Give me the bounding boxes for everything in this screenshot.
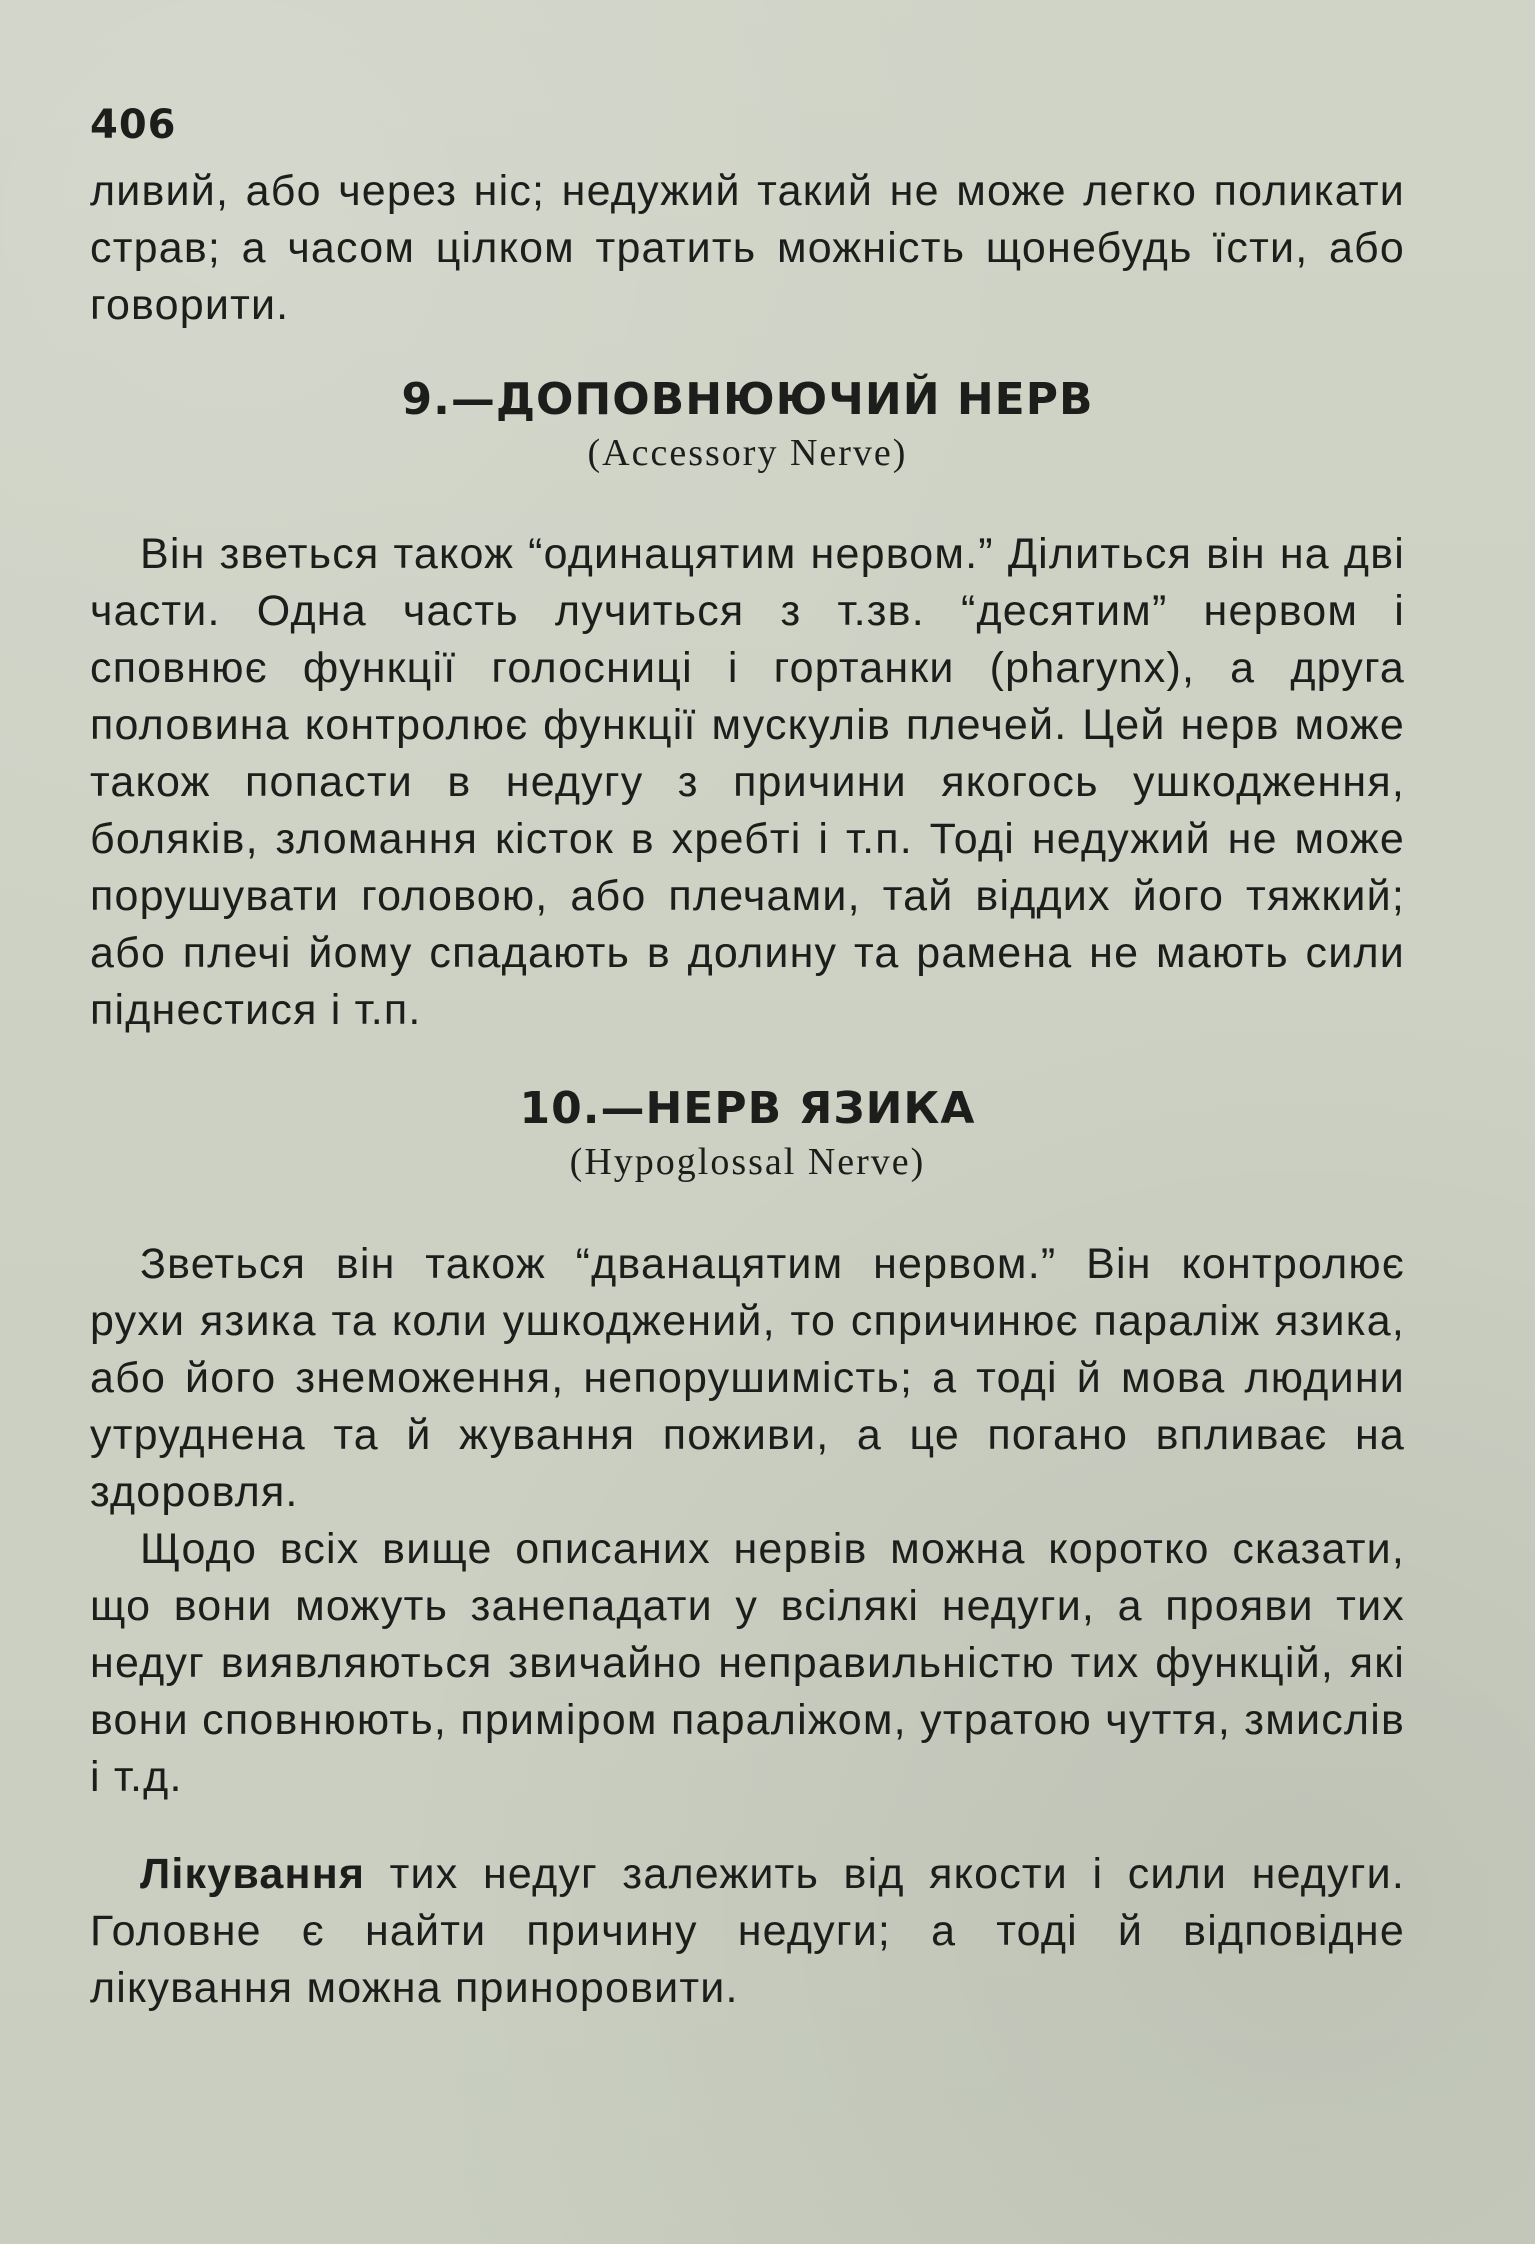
section-10-paragraph-2: Щодо всіх вище описаних нервів можна коротко сказати, що вони можуть занепадати у всілякі недуги, а прояви тих недуг виявляються звичайно неправильністю тих функцій, які вони сповнюють, приміром параліжом, утратою чуття, змислів і т.д. bbox=[90, 1524, 1405, 1801]
intro-paragraph: ливий, або через ніс; недужий такий не може легко поликати страв; а часом цілком тратить можність щонебудь їсти, або говорити. bbox=[90, 167, 1405, 329]
section-9-subtitle: (Accessory Nerve) bbox=[587, 431, 908, 474]
treatment-lead: Лікування bbox=[140, 1849, 366, 1898]
treatment-text: тих недуг залежить від якости і сили недуги. Головне є найти причину недуги; а тоді й відповідне лікування можна приноровити. bbox=[90, 1849, 1405, 2012]
section-accessory-nerve bbox=[90, 374, 1405, 1039]
section-10-subtitle: (Hypoglossal Nerve) bbox=[569, 1141, 926, 1184]
section-9-paragraph: Він зветься також “одинацятим нервом.” Ділиться він на дві части. Одна часть лучиться з т.зв. “десятим” нервом і сповнює функції голосниці і гортанки (pharynx), а друга половина контролює функції мускулів плечей. Цей нерв може також попасти в недугу з причини якогось ушкодження, боляків, зломання кісток в хребті і т.п. Тоді недужий не може порушувати головою, або плечами, тай віддих його тяжкий; або плечі йому спадають в долину та рамена не мають сили піднестися і т.п. bbox=[90, 530, 1405, 1035]
treatment-paragraph bbox=[90, 1846, 1405, 2017]
section-hypoglossal-nerve bbox=[90, 1083, 1405, 1805]
section-9-title: 9.—ДОПОВНЮЮЧИЙ НЕРВ bbox=[401, 374, 1094, 425]
section-10-paragraph-1: Зветься він також “дванацятим нервом.” Він контролює рухи язика та коли ушкоджений, то спричинює параліж язика, або його знеможення, непорушимість; а тоді й мова людини утруднена та й жування поживи, а це погано впливає на здоровля. bbox=[90, 1239, 1405, 1516]
page-number: 406 bbox=[90, 102, 177, 148]
section-10-title: 10.—НЕРВ ЯЗИКА bbox=[519, 1083, 976, 1135]
